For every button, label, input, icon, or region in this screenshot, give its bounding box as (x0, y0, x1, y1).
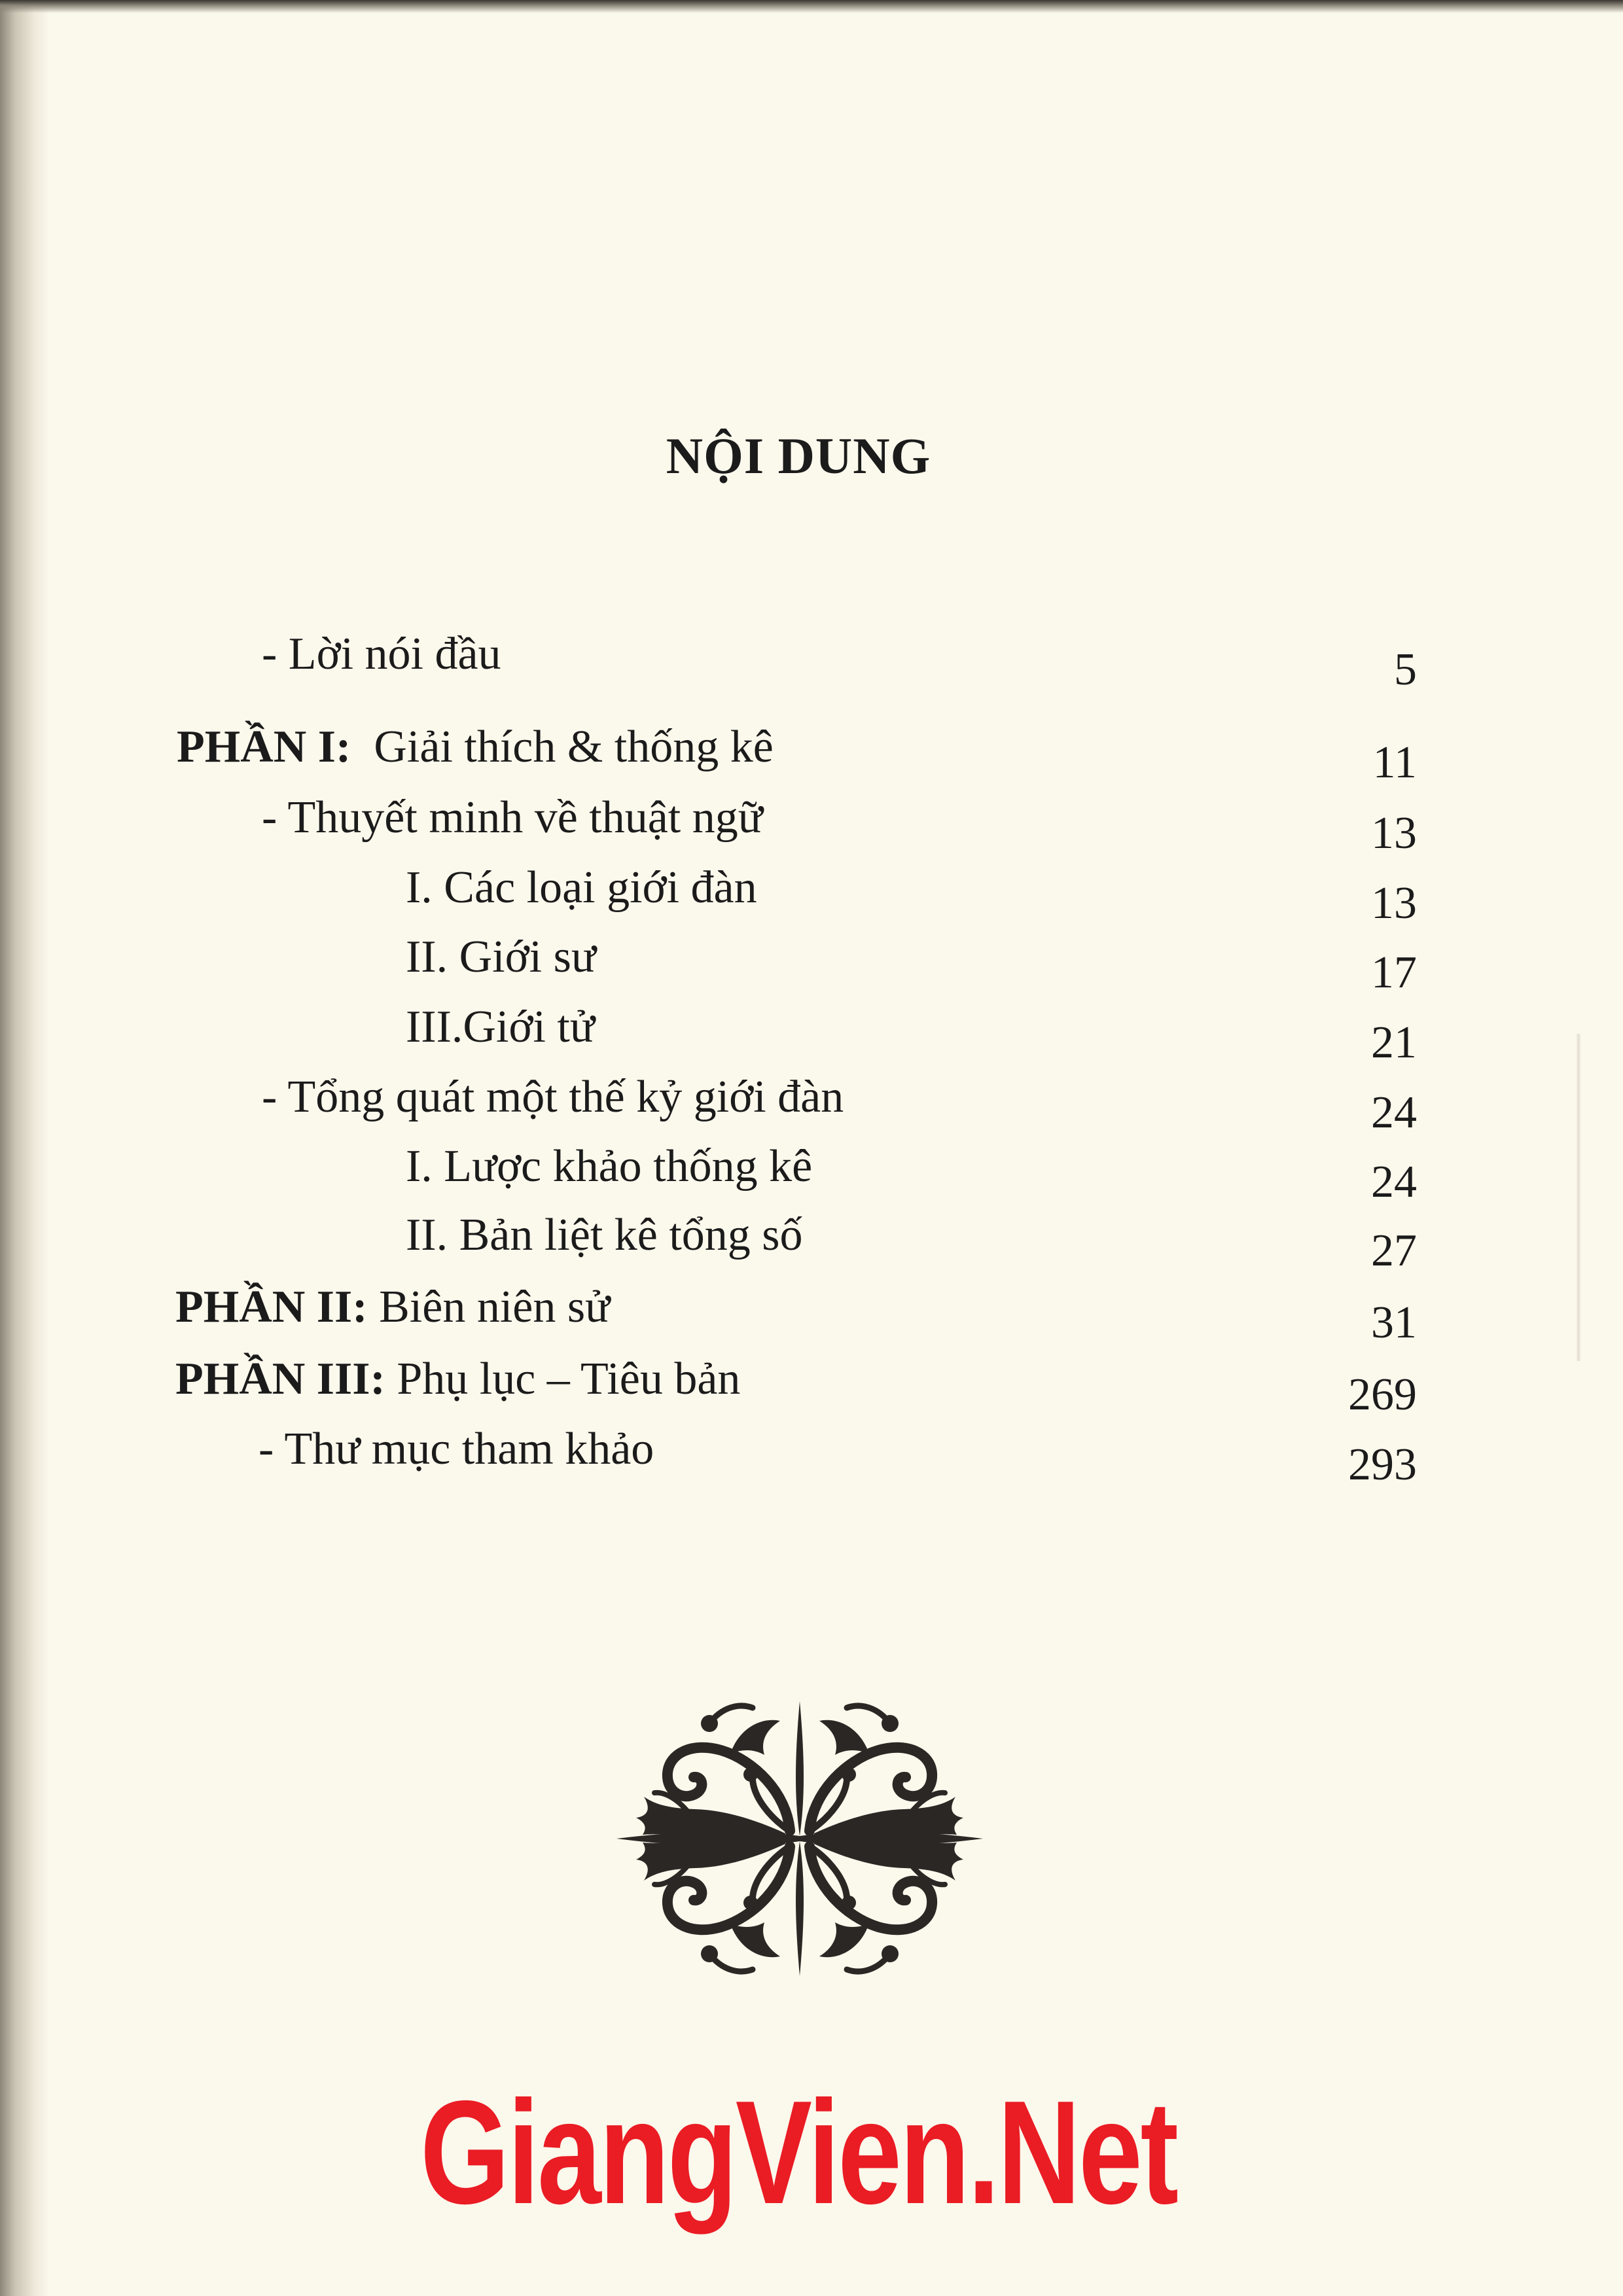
toc-entry-text: I. Các loại giới đàn (406, 862, 757, 913)
toc-entry-text: II. Bản liệt kê tổng số (406, 1210, 803, 1260)
toc-entry-text: I. Lược khảo thống kê (406, 1141, 813, 1192)
toc-entry-bibliography[interactable] (0, 1420, 1623, 1490)
toc-page-number: 13 (1371, 878, 1417, 928)
toc-entry-text: III.Giới tử (406, 1002, 595, 1052)
toc-page-number: 293 (1348, 1439, 1417, 1490)
toc-page-number: 24 (1371, 1157, 1417, 1207)
toc-entry-total-list[interactable] (0, 1206, 1623, 1276)
toc-entry-century-overview[interactable] (0, 1068, 1623, 1138)
toc-entry-text (175, 1278, 610, 1337)
toc-page-number: 24 (1371, 1087, 1417, 1138)
toc-entry-ordination-types[interactable] (0, 858, 1623, 928)
toc-part-label: PHẦN II: (175, 1282, 368, 1332)
toc-page-number: 13 (1371, 808, 1417, 858)
toc-entry-text: - Thư mục tham khảo (259, 1424, 654, 1474)
toc-entry-text: - Tổng quát một thế kỷ giới đàn (262, 1072, 844, 1122)
toc-entry-text: - Lời nói đầu (262, 629, 501, 679)
toc-entry-text: II. Giới sư (406, 932, 596, 982)
toc-entry-part-3[interactable] (0, 1350, 1623, 1420)
page-title: NỘI DUNG (666, 427, 931, 484)
toc-page-number: 21 (1371, 1017, 1417, 1068)
toc-part-title: Biên niên sử (379, 1282, 611, 1332)
toc-entry-part-1[interactable] (0, 718, 1623, 788)
toc-page-number: 5 (1394, 645, 1417, 695)
toc-entry-part-2[interactable] (0, 1278, 1623, 1348)
toc-page-number: 269 (1348, 1369, 1417, 1420)
toc-part-title: Phụ lục – Tiêu bản (397, 1354, 741, 1404)
toc-part-label: PHẦN III: (175, 1354, 385, 1404)
toc-entry-preceptors[interactable] (0, 928, 1623, 998)
toc-page-number: 27 (1371, 1226, 1417, 1276)
toc-entry-terminology[interactable] (0, 788, 1623, 858)
toc-entry-text (177, 718, 774, 777)
toc-entry-ordinands[interactable] (0, 998, 1623, 1068)
page-top-shadow (0, 0, 1623, 13)
toc-part-title: Giải thích & thống kê (374, 722, 774, 772)
toc-page-number: 31 (1371, 1298, 1417, 1348)
toc-part-label: PHẦN I: (177, 722, 351, 772)
toc-entry-preface[interactable] (0, 625, 1623, 695)
toc-page-number: 17 (1371, 947, 1417, 998)
floral-ornament-icon (590, 1682, 1009, 1996)
toc-entry-statistics-survey[interactable] (0, 1137, 1623, 1207)
toc-entry-text (175, 1350, 740, 1409)
toc-page-number: 11 (1372, 737, 1417, 788)
watermark-text: GiangVien.Net (420, 2070, 1177, 2234)
toc-entry-text: - Thuyết minh về thuật ngữ (262, 792, 763, 843)
